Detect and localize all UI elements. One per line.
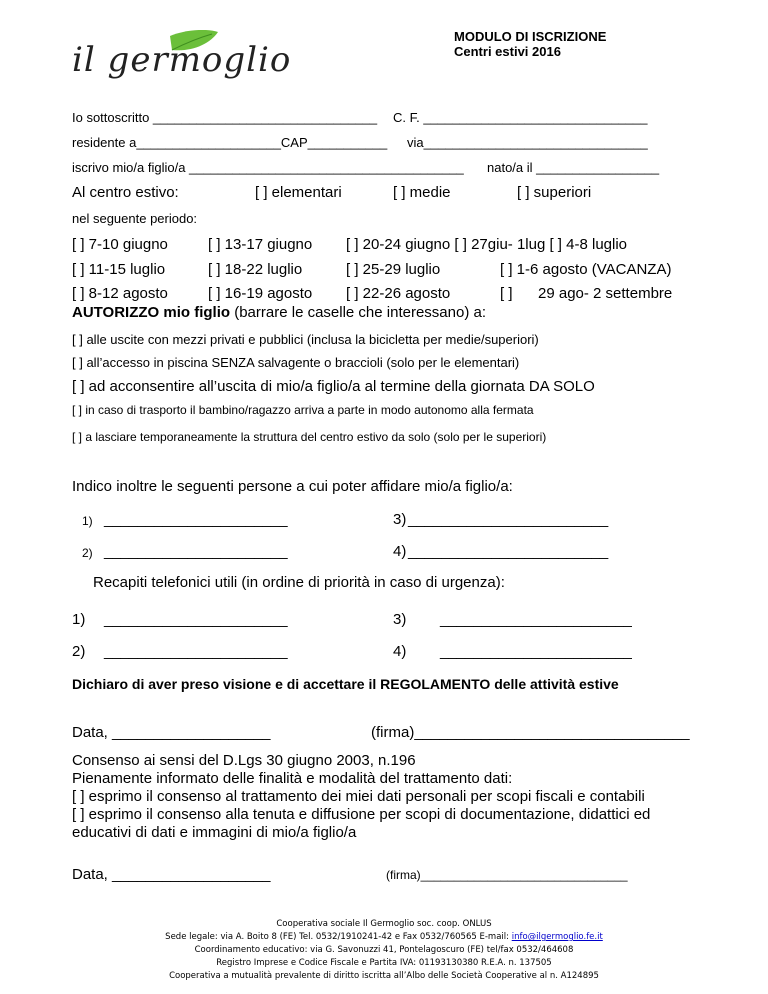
autorizzo-rest: (barrare le caselle che interessano) a: (230, 304, 487, 321)
period-checkbox[interactable]: [ ] 11-15 luglio (72, 261, 166, 278)
recapito-field[interactable]: _______________________ (440, 611, 632, 628)
period-checkbox[interactable]: [ ] 8-12 agosto (72, 285, 168, 302)
footer-line: Coordinamento educativo: via G. Savonuzzi 41, Pontelagoscuro (FE) tel/fax 0532/464608 (194, 945, 574, 955)
codice-fiscale-field[interactable]: C. F. _______________________________ (393, 110, 648, 125)
checkbox-superiori[interactable]: [ ] superiori (517, 184, 592, 201)
persona-field[interactable]: ________________________ (408, 511, 609, 528)
logo (72, 30, 292, 90)
checkbox-medie[interactable]: [ ] medie (393, 184, 451, 201)
auth-checkbox-lasciare-struttura[interactable]: [ ] a lasciare temporaneamente la struttura del centro estivo da solo (solo per le superiori) (72, 430, 547, 444)
period-checkbox[interactable]: [ ] (500, 285, 513, 302)
period-checkbox-group[interactable]: [ ] 20-24 giugno [ ] 27giu- 1lug [ ] 4-8 luglio (346, 236, 628, 253)
dichiarazione-regolamento: Dichiaro di aver preso visione e di accettare il REGOLAMENTO delle attività estive (72, 676, 619, 692)
persona-number: 2) (82, 546, 93, 560)
checkbox-elementari[interactable]: [ ] elementari (255, 184, 342, 201)
consenso-heading: Consenso ai sensi del D.Lgs 30 giugno 2003, n.196 (72, 752, 416, 769)
persona-number: 3) (393, 511, 407, 528)
logo-text: il germoglio (72, 40, 292, 80)
auth-checkbox-uscita-solo[interactable]: [ ] ad acconsentire all’uscita di mio/a figlio/a al termine della giornata DA SOLO (72, 378, 595, 395)
consenso-checkbox-immagini-cont: educativi di dati e immagini di mio/a figlio/a (72, 824, 357, 841)
period-checkbox[interactable]: [ ] 22-26 agosto (346, 285, 451, 302)
form-subtitle: Centri estivi 2016 (454, 44, 561, 59)
auth-checkbox-piscina[interactable]: [ ] all’accesso in piscina SENZA salvagente o braccioli (solo per le elementari) (72, 355, 520, 370)
auth-checkbox-uscite[interactable]: [ ] alle uscite con mezzi privati e pubblici (inclusa la bicicletta per medie/superiori) (72, 332, 539, 347)
footer-line: Registro Imprese e Codice Fiscale e Partita IVA: 01193130380 R.E.A. n. 137505 (216, 958, 552, 968)
recapito-number: 4) (393, 643, 407, 660)
consenso-intro: Pienamente informato delle finalità e modalità del trattamento dati: (72, 770, 513, 787)
footer-line: Cooperativa a mutualità prevalente di diritto iscritta all’Albo delle Società Cooperative al n. A124895 (169, 971, 599, 981)
persona-field[interactable]: ________________________ (408, 543, 609, 560)
persona-field[interactable]: ______________________ (104, 543, 288, 560)
recapito-number: 3) (393, 611, 407, 628)
footer (0, 918, 768, 983)
persona-number: 1) (82, 514, 93, 528)
period-checkbox[interactable]: [ ] 1-6 agosto (VACANZA) (500, 261, 672, 278)
persona-field[interactable]: ______________________ (104, 511, 288, 528)
period-checkbox[interactable]: [ ] 13-17 giugno (208, 236, 313, 253)
sottoscritto-field[interactable]: Io sottoscritto _______________________________ (72, 110, 378, 125)
period-checkbox[interactable]: [ ] 25-29 luglio (346, 261, 441, 278)
consenso-checkbox-immagini[interactable]: [ ] esprimo il consenso alla tenuta e diffusione per scopi di documentazione, didattici ed (72, 806, 651, 823)
period-label: 29 ago- 2 settembre (538, 285, 673, 302)
nato-il-field[interactable]: nato/a il _________________ (487, 160, 660, 175)
email-link[interactable]: info@ilgermoglio.fe.it (511, 932, 603, 942)
recapito-field[interactable]: _______________________ (440, 643, 632, 660)
recapito-number: 2) (72, 643, 86, 660)
data-field-2[interactable]: Data, ___________________ (72, 866, 271, 883)
via-field[interactable]: via_______________________________ (407, 135, 648, 150)
recapito-number: 1) (72, 611, 86, 628)
periodo-label: nel seguente periodo: (72, 211, 198, 226)
persone-label: Indico inoltre le seguenti persone a cui poter affidare mio/a figlio/a: (72, 478, 513, 495)
firma-field-2[interactable]: (firma)_______________________________ (386, 868, 628, 882)
recapiti-label: Recapiti telefonici utili (in ordine di priorità in caso di urgenza): (93, 574, 505, 591)
autorizzo-bold: AUTORIZZO mio figlio (72, 304, 231, 321)
autorizzo-heading (72, 304, 486, 321)
auth-checkbox-trasporto[interactable]: [ ] in caso di trasporto il bambino/ragazzo arriva a parte in modo autonomo alla fermata (72, 403, 534, 417)
figlio-field[interactable]: iscrivo mio/a figlio/a ______________________________________ (72, 160, 464, 175)
footer-line (0, 931, 768, 944)
period-checkbox[interactable]: [ ] 7-10 giugno (72, 236, 168, 253)
period-checkbox[interactable]: [ ] 18-22 luglio (208, 261, 303, 278)
consenso-checkbox-dati[interactable]: [ ] esprimo il consenso al trattamento dei miei dati personali per scopi fiscali e contabili (72, 788, 645, 805)
form-title: MODULO DI ISCRIZIONE (454, 29, 607, 44)
period-checkbox[interactable]: [ ] 16-19 agosto (208, 285, 313, 302)
recapito-field[interactable]: ______________________ (104, 611, 288, 628)
residenza-cap-field[interactable]: residente a____________________CAP___________ (72, 135, 388, 150)
data-field[interactable]: Data, ___________________ (72, 724, 271, 741)
persona-number: 4) (393, 543, 407, 560)
centro-estivo-label: Al centro estivo: (72, 184, 179, 201)
firma-field[interactable]: (firma)_________________________________ (371, 724, 690, 741)
footer-sede: Sede legale: via A. Boito 8 (FE) Tel. 0532/1910241-42 e Fax 0532/760565 E-mail: (165, 932, 512, 942)
recapito-field[interactable]: ______________________ (104, 643, 288, 660)
footer-line: Cooperativa sociale Il Germoglio soc. coop. ONLUS (276, 919, 492, 929)
